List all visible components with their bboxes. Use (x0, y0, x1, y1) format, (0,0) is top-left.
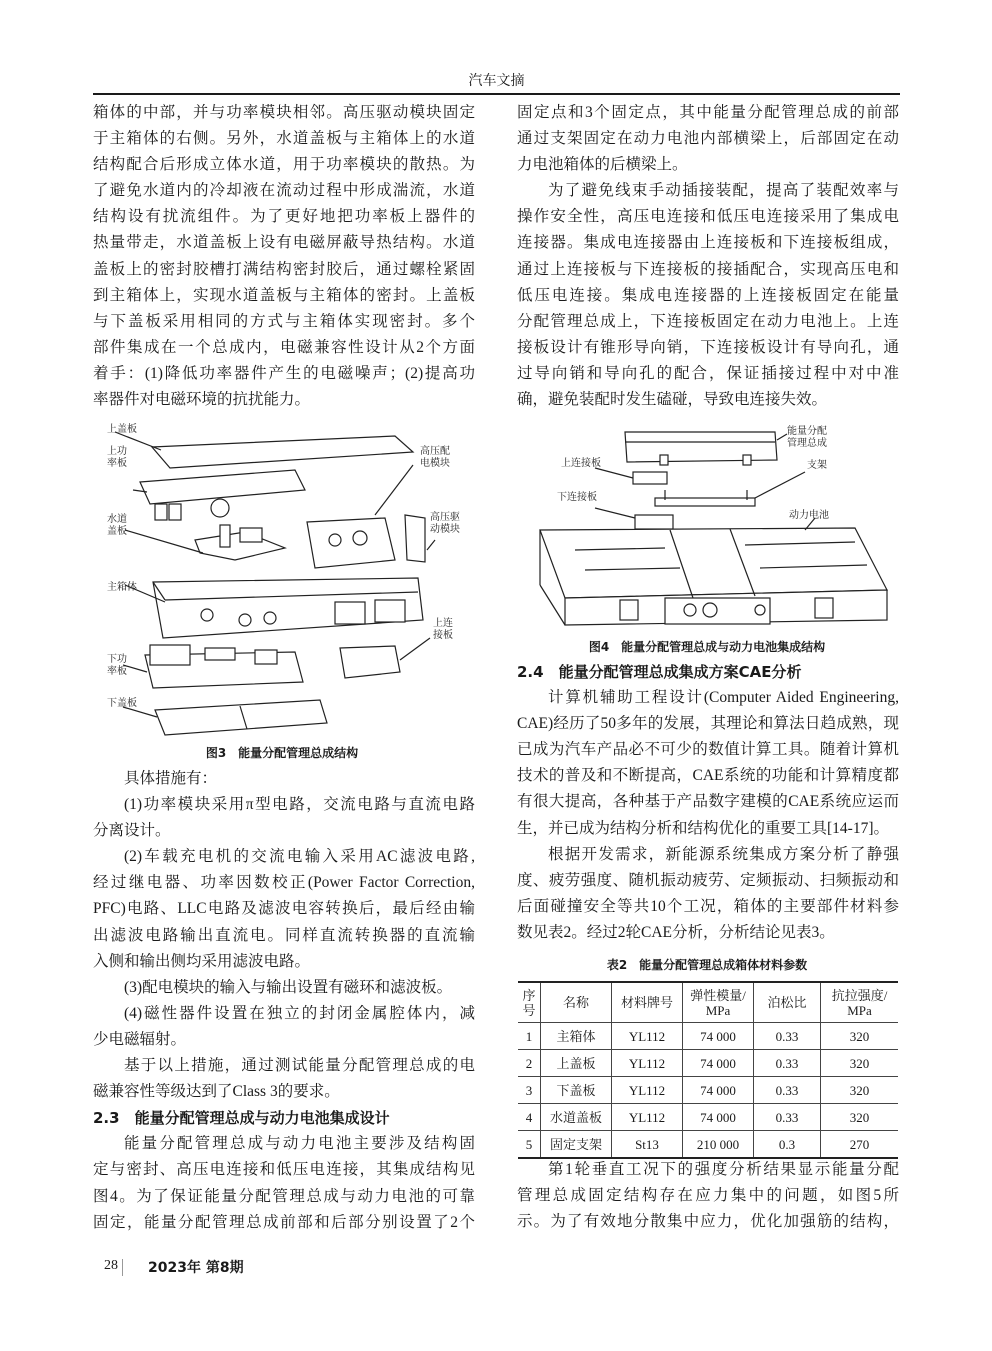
figure-4-caption: 图4 能量分配管理总成与动力电池集成结构 (588, 640, 826, 654)
material-parameters-table (518, 981, 898, 1159)
paragraph-line: 到主箱体上，实现水道盖板与主箱体的密封。上盖板 (93, 286, 475, 304)
paragraph-line: 数见表2。经过2轮CAE分析，分析结论见表3。 (517, 923, 835, 941)
paragraph-line: 分配管理总成上，下连接板固定在动力电池上。上连 (517, 312, 899, 330)
right-column-top (517, 100, 899, 413)
paragraph-line: 力电池箱体的后横梁上。 (517, 156, 688, 174)
paragraph-line: 热量带走，水道盖板上设有电磁屏蔽导热结构。水道 (93, 234, 475, 252)
paragraph-line: 度、疲劳强度、随机振动疲劳、定频振动、扫频振动和 (517, 871, 899, 889)
table-cell: 下盖板 (541, 1077, 612, 1104)
col-tensile-strength: 抗拉强度/ MPa (821, 982, 899, 1023)
label-power-battery: 动力电池 (789, 510, 829, 521)
left-column-top (93, 100, 475, 413)
upper-cover-shape (152, 436, 413, 468)
label-upper-connector: 上连接板 (561, 458, 601, 469)
table-cell: 0.3 (754, 1131, 821, 1159)
page-number: 28 (104, 1258, 118, 1273)
paragraph-line: 操作安全性，高压电连接和低压电连接采用了集成电 (517, 208, 899, 226)
battery-integration-drawing (515, 420, 900, 632)
paragraph-line: (4)磁性器件设置在独立的封闭金属腔体内，减 (124, 1004, 475, 1022)
table-cell: 固定支架 (541, 1131, 612, 1159)
energy-module-shape (625, 432, 777, 462)
table-header-row (518, 982, 898, 1023)
paragraph-line: (1)功率模块采用π型电路，交流电路与直流电路 (124, 796, 475, 814)
paragraph-line: 示。为了有效地分散集中应力，优化加强筋的结构， (517, 1213, 899, 1231)
paragraph-line: 固定点和3个固定点，其中能量分配管理总成的前部 (517, 104, 899, 121)
journal-name: 汽车文摘 (468, 73, 525, 89)
exploded-assembly-drawing (95, 420, 475, 742)
table-row (518, 1077, 898, 1104)
paragraph-line: 分离设计。 (93, 822, 171, 840)
label-hv-drive-module: 高压驱 动模块 (430, 512, 460, 535)
paragraph-line: CAE)经历了50多年的发展，其理论和算法日趋成熟，现 (517, 715, 899, 733)
paragraph-line: 过导向销和导向孔的配合，保证插接过程中对中准 (517, 364, 899, 382)
label-upper-cover: 上盖板 (107, 424, 137, 435)
paragraph-line: 少电磁辐射。 (93, 1030, 187, 1048)
label-main-box: 主箱体 (107, 582, 137, 593)
paragraph-line: 基于以上措施，通过测试能量分配管理总成的电 (124, 1057, 475, 1075)
table-2-caption: 表2 能量分配管理总成箱体材料参数 (606, 958, 808, 972)
table-cell: 0.33 (754, 1077, 821, 1104)
col-index: 序 号 (518, 982, 541, 1023)
table-cell: 2 (518, 1050, 541, 1077)
issue-label: 2023年 第8期 (148, 1260, 244, 1276)
label-lower-connector: 下连接板 (557, 492, 597, 503)
paragraph-line: 管理总成固定结构存在应力集中的问题，如图5所 (517, 1187, 899, 1205)
table-row (518, 1050, 898, 1077)
table-cell: 74 000 (683, 1077, 754, 1104)
label-bracket: 支架 (807, 460, 827, 471)
paragraph-line: 后面碰撞安全等共10个工况，箱体的主要部件材料参 (517, 897, 899, 915)
table-cell: 主箱体 (541, 1023, 612, 1050)
right-column-bottom (517, 1157, 899, 1235)
paragraph-line: 图4。为了保证能量分配管理总成与动力电池的可靠 (93, 1187, 475, 1205)
paragraph-line: PFC)电路、LLC电路及滤波电容转换后，最后经由输 (93, 900, 475, 918)
table-cell: 74 000 (683, 1050, 754, 1077)
upper-connector-shape (633, 472, 667, 484)
paragraph-line: (2)车载充电机的交流电输入采用AC滤波电路, (124, 848, 475, 866)
upper-connector-board-shape (340, 646, 400, 678)
paragraph-line: 率器件对电磁环境的抗扰能力。 (93, 391, 311, 409)
figure-3-caption: 图3 能量分配管理总成结构 (205, 746, 359, 760)
paragraph-line: 与下盖板采用相同的方式与主箱体实现密封。多个 (93, 312, 475, 330)
paragraph-line: 出滤波电路输出直流电。同样直流转换器的直流输 (93, 926, 475, 944)
paragraph-line: 通过支架固定在动力电池内部横梁上，后部固定在动 (517, 130, 899, 148)
paragraph-line: 具体措施有： (124, 770, 218, 787)
col-material: 材料牌号 (612, 982, 683, 1023)
paragraph-line: 有很大提高，各种基于产品数字建模的CAE系统应运而 (517, 793, 899, 811)
table-cell: 3 (518, 1077, 541, 1104)
paragraph-line: 接板设计有锥形导向销，下连接板设计有导向孔，通 (517, 338, 899, 356)
paragraph-line: 于主箱体的右侧。另外，水道盖板与主箱体上的水道 (93, 130, 475, 148)
table-cell: 水道盖板 (541, 1104, 612, 1131)
paragraph-line: 结构设有扰流组件。为了更好地把功率板上器件的 (93, 208, 475, 226)
table-cell: 5 (518, 1131, 541, 1159)
paragraph-line: 磁兼容性等级达到了Class 3的要求。 (93, 1083, 340, 1101)
table-cell: 0.33 (754, 1104, 821, 1131)
section-heading: 2.4 能量分配管理总成集成方案CAE分析 (517, 663, 802, 681)
paragraph-line: 第1轮垂直工况下的强度分析结果显示能量分配 (548, 1161, 899, 1178)
table-cell: YL112 (612, 1077, 683, 1104)
label-energy-module: 能量分配 管理总成 (787, 426, 827, 449)
table-cell: 4 (518, 1104, 541, 1131)
table-cell: 320 (821, 1050, 899, 1077)
paragraph-line: 入侧和输出侧均采用滤波电路。 (93, 952, 311, 970)
label-upper-connector-board: 上连 接板 (433, 618, 453, 641)
table-cell: 320 (821, 1077, 899, 1104)
paragraph-line: 能量分配管理总成与动力电池主要涉及结构固 (124, 1135, 475, 1153)
paragraph-line: 已成为汽车产品必不可少的数值计算工具。随着计算机 (517, 741, 899, 759)
right-column-mid (517, 659, 899, 946)
paragraph-line: 盖板上的密封胶槽打满结构密封胶后，通过螺栓紧固 (93, 260, 475, 278)
label-water-cover: 水道 盖板 (107, 514, 127, 537)
col-elastic-modulus: 弹性模量/ MPa (683, 982, 754, 1023)
table-row (518, 1023, 898, 1050)
paragraph-line: 定与密封、高压电连接和低压电连接，其集成结构见 (93, 1161, 475, 1179)
figure-3 (95, 420, 475, 742)
running-header (93, 70, 900, 92)
lower-cover-shape (155, 700, 327, 735)
paragraph-line: 通过上连接板与下连接板的接插配合，实现高压电和 (517, 260, 899, 278)
figure-4 (515, 420, 900, 632)
paragraph-line: 了避免水道内的冷却液在流动过程中形成湍流，水道 (93, 182, 475, 200)
paragraph-line: 着手：(1)降低功率器件产生的电磁噪声；(2)提高功 (93, 364, 475, 382)
battery-top-shape (540, 528, 887, 598)
lower-connector-shape (635, 515, 673, 529)
paragraph-line: 结构配合后形成立体水道，用于功率模块的散热。为 (93, 156, 475, 174)
header-rule (93, 93, 900, 95)
col-name: 名称 (541, 982, 612, 1023)
table-cell: 74 000 (683, 1023, 754, 1050)
hv-distribution-module-shape (307, 518, 395, 568)
hv-drive-module-shape (405, 515, 425, 562)
paragraph-line: 确，避免装配时发生磕碰，导致电连接失效。 (517, 391, 828, 409)
table-cell: 320 (821, 1104, 899, 1131)
table-cell: YL112 (612, 1104, 683, 1131)
table-cell: 74 000 (683, 1104, 754, 1131)
paragraph-line: 连接器。集成电连接器由上连接板和下连接板组成， (517, 234, 899, 252)
paragraph-line: 技术的普及和不断提高，CAE系统的功能和计算精度都 (517, 767, 899, 785)
paragraph-line: 低压电连接。集成电连接器的上连接板固定在能量 (517, 286, 899, 304)
paragraph-line: 经过继电器、功率因数校正(Power Factor Correction, (93, 874, 475, 892)
paragraph-line: 箱体的中部，并与功率模块相邻。高压驱动模块固定 (93, 104, 475, 121)
table-cell: 1 (518, 1023, 541, 1050)
paragraph-line: 固定，能量分配管理总成前部和后部分别设置了2个 (93, 1213, 475, 1231)
paragraph-line: 部件集成在一个总成内，电磁兼容性设计从2个方面 (93, 338, 475, 356)
label-upper-power-board: 上功 率板 (107, 446, 127, 469)
label-lower-power-board: 下功 率板 (107, 654, 127, 677)
left-column-bottom (93, 766, 475, 1236)
col-poisson-ratio: 泊松比 (754, 982, 821, 1023)
label-lower-cover: 下盖板 (107, 698, 137, 709)
table-cell: 320 (821, 1023, 899, 1050)
paragraph-line: 生，并已成为结构分析和结构优化的重要工具[14-17]。 (517, 819, 889, 837)
table-cell: 270 (821, 1131, 899, 1159)
paragraph-line: 根据开发需求，新能源系统集成方案分析了静强 (548, 845, 899, 863)
table-cell: St13 (612, 1131, 683, 1159)
paragraph-line: (3)配电模块的输入与输出设置有磁环和滤波板。 (124, 978, 453, 996)
table-cell: 210 000 (683, 1131, 754, 1159)
table-cell: 0.33 (754, 1050, 821, 1077)
table-row (518, 1104, 898, 1131)
table-cell: YL112 (612, 1023, 683, 1050)
label-hv-distribution-module: 高压配 电模块 (420, 446, 450, 469)
table-cell: 上盖板 (541, 1050, 612, 1077)
footer-divider (122, 1259, 123, 1276)
table-cell: 0.33 (754, 1023, 821, 1050)
table-cell: YL112 (612, 1050, 683, 1077)
section-heading: 2.3 能量分配管理总成与动力电池集成设计 (93, 1109, 390, 1128)
bracket-shape (655, 498, 755, 506)
table-row (518, 1131, 898, 1159)
paragraph-line: 计算机辅助工程设计(Computer Aided Engineering, (548, 689, 899, 707)
paragraph-line: 为了避免线束手动插接装配，提高了装配效率与 (548, 182, 899, 200)
